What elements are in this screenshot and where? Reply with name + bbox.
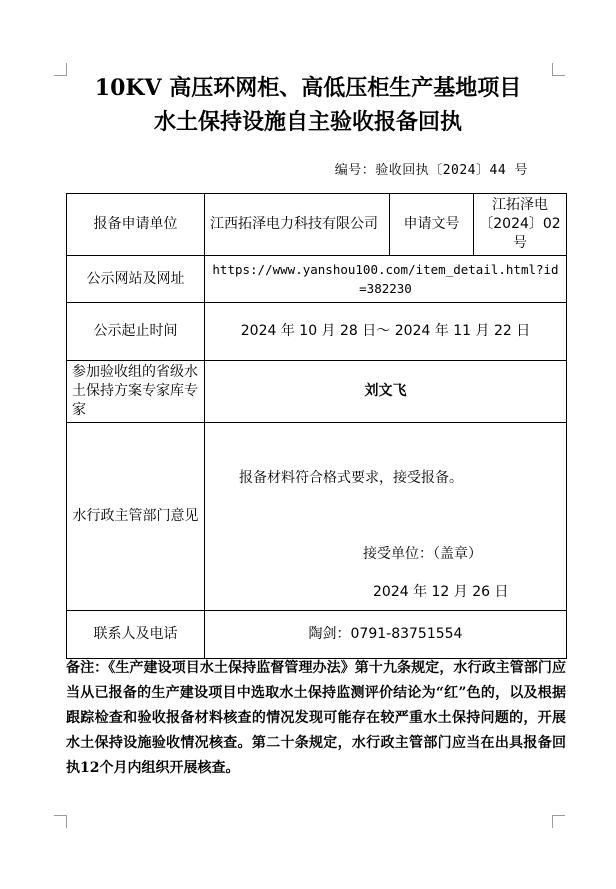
- period-row: [67, 303, 567, 361]
- opinion-date: 2024 年 12 月 26 日: [373, 584, 509, 600]
- document-number: 编号：验收回执〔2024〕44 号: [334, 163, 528, 178]
- application-doc-value: 江拓泽电〔2024〕02 号: [474, 194, 567, 256]
- website-row: [67, 256, 567, 303]
- contact-row: [67, 611, 567, 659]
- remarks-note: 备注：《生产建设项目水土保持监督管理办法》第十九条规定，水行政主管部门应当从已报备的生产建设项目中选取水土保持监测评价结论为“红”色的，以及根据跟踪检查和验收报备材料核查的情况发现可能存在较严重水土保持问题的，开展水土保持设施验收情况核查。第二十条规定，水行政主管部门应当在出具报备回执12个月内组织开展核查。: [66, 660, 566, 776]
- crop-mark-bottom-right: [552, 815, 565, 828]
- website-label: 公示网站及网址: [67, 256, 205, 303]
- application-doc-label: 申请文号: [390, 194, 474, 256]
- expert-row: [67, 361, 567, 423]
- document-title-line-1: 10KV 高压环网柜、高低压柜生产基地项目: [94, 75, 522, 101]
- opinion-row: [67, 423, 567, 611]
- period-value: 2024 年 10 月 28 日～ 2024 年 11 月 22 日: [205, 303, 567, 361]
- expert-value: 刘文飞: [205, 361, 567, 423]
- opinion-label: 水行政主管部门意见: [67, 423, 205, 611]
- website-value: https://www.yanshou100.com/item_detail.html?id=382230: [205, 256, 567, 303]
- receiver-seal-label: 接受单位：（盖章）: [363, 546, 482, 562]
- applicant-label: 报备申请单位: [67, 194, 205, 256]
- expert-label: 参加验收组的省级水土保持方案专家库专家: [67, 361, 205, 423]
- opinion-text: 报备材料符合格式要求，接受报备。: [239, 470, 463, 486]
- receipt-form-table: [66, 193, 567, 659]
- opinion-cell: [205, 423, 567, 611]
- contact-label: 联系人及电话: [67, 611, 205, 659]
- period-label: 公示起止时间: [67, 303, 205, 361]
- document-title-line-2: 水土保持设施自主验收报备回执: [153, 109, 462, 135]
- contact-value: 陶剑：0791-83751554: [205, 611, 567, 659]
- applicant-value: 江西拓泽电力科技有限公司: [205, 194, 390, 256]
- applicant-row: [67, 194, 567, 256]
- crop-mark-bottom-left: [54, 815, 67, 828]
